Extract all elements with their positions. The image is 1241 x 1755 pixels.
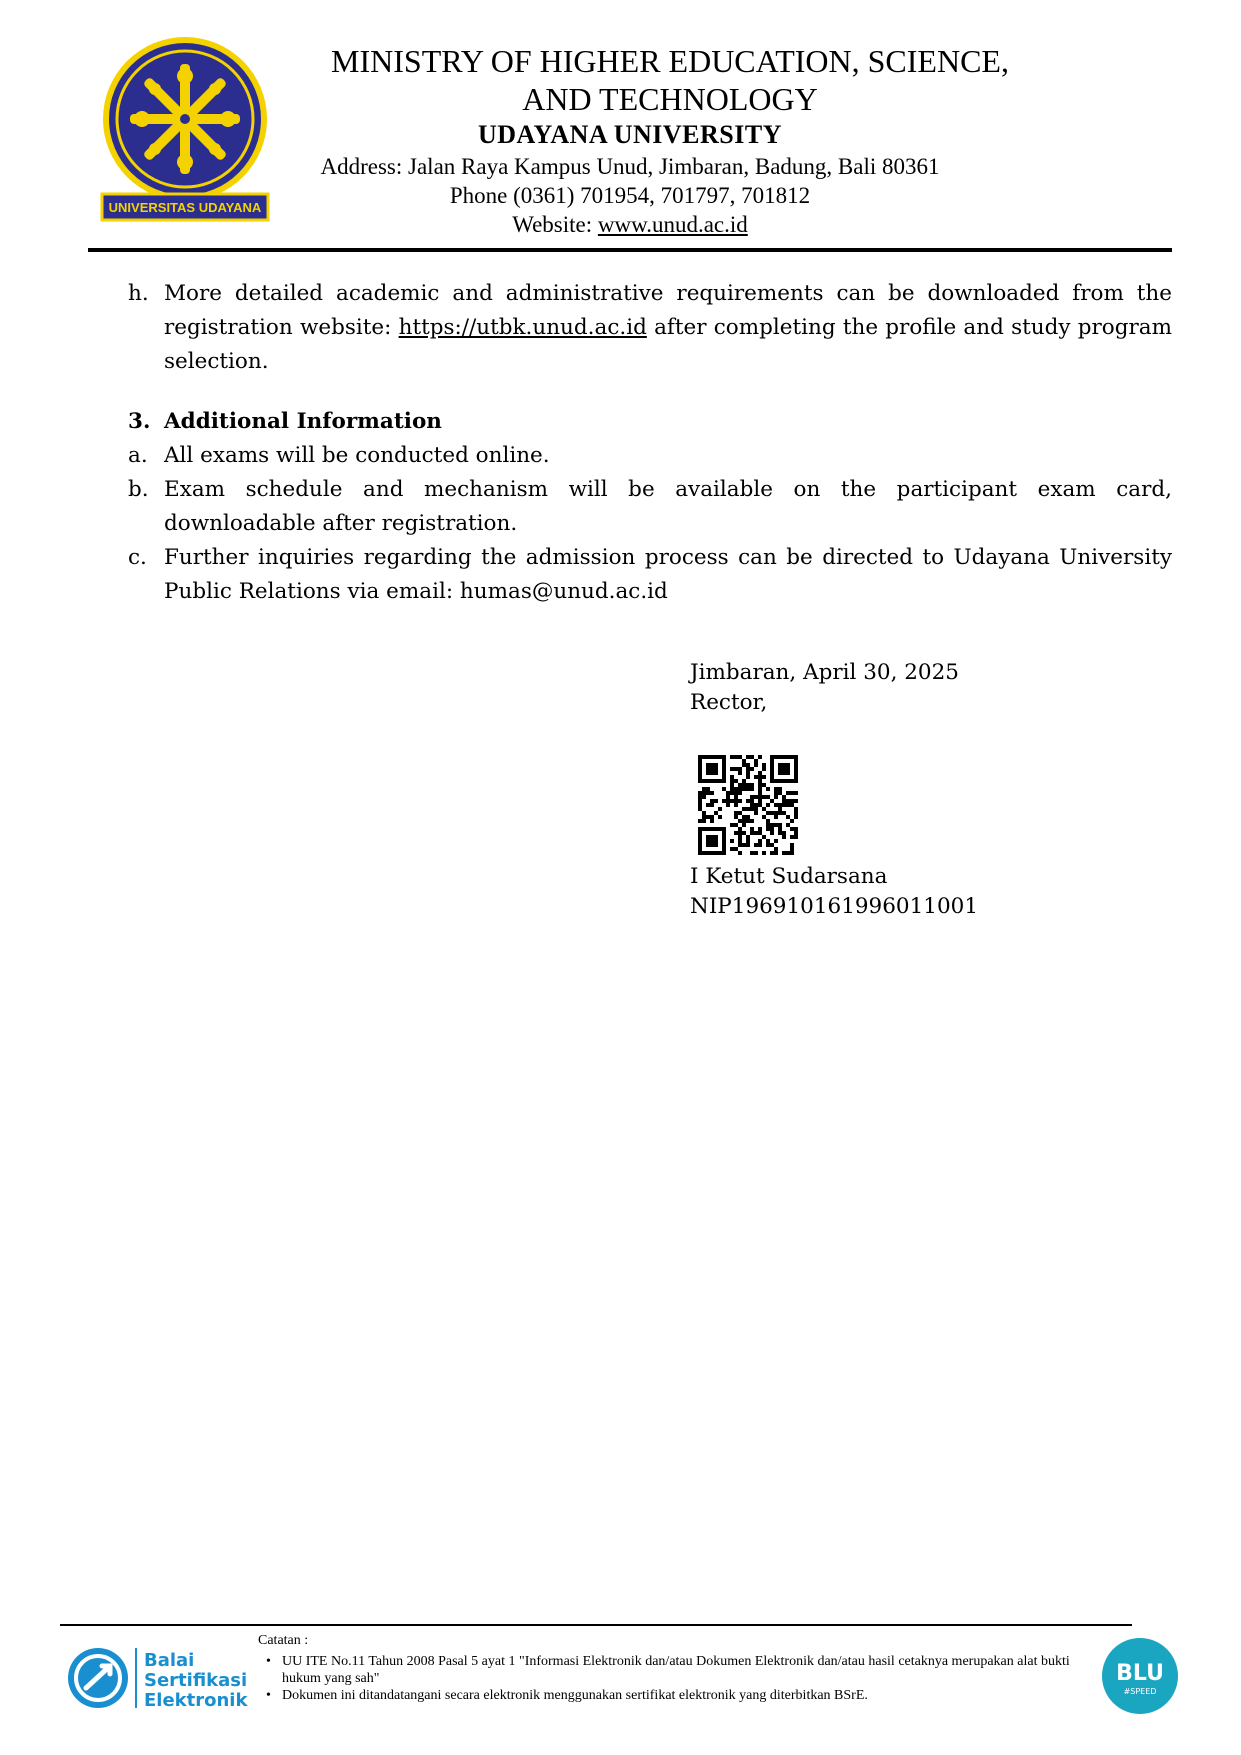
item-a-marker: a. (128, 443, 148, 468)
address-line: Address: Jalan Raya Kampus Unud, Jimbaran, Badung, Bali 80361 (320, 154, 940, 179)
footer-note-item: • Dokumen ini ditandatangani secara elektronik menggunakan sertifikat elektronik yang diterbitkan BSrE. (258, 1687, 1088, 1704)
blu-text: BLU (1116, 1661, 1164, 1686)
university-name: UDAYANA UNIVERSITY (478, 120, 782, 149)
section-3-number: 3. (128, 409, 151, 434)
bse-text-line2: Sertifikasi (144, 1670, 248, 1691)
signer-nip: NIP196910161996011001 (690, 894, 978, 919)
website-label: Website: (512, 212, 598, 237)
blu-subtext: #SPEED (1123, 1687, 1157, 1696)
logo-text: UNIVERSITAS UDAYANA (108, 200, 262, 215)
item-b-text: Exam schedule and mechanism will be available on the participant exam card, downloadable after registration. (164, 477, 1172, 536)
footer-note-title: Catatan : (258, 1633, 309, 1648)
footer-note-item: • UU ITE No.11 Tahun 2008 Pasal 5 ayat 1 "Informasi Elektronik dan/atau Dokumen Elektronik dan/atau hasil cetaknya merupakan alat bukti hukum yang sah" (258, 1653, 1088, 1687)
item-c-text: Further inquiries regarding the admission process can be directed to Udayana University Public Relations via email: humas@unud.ac.id (164, 545, 1172, 604)
item-h-text-before: More detailed academic and administrative requirements can be downloaded from the registration website: (164, 281, 1172, 340)
phone-line: Phone (0361) 701954, 701797, 701812 (449, 183, 811, 208)
bse-text-line1: Balai (144, 1650, 195, 1671)
footer-notes (258, 1653, 1088, 1704)
blu-speed-logo (1100, 1636, 1180, 1716)
item-h-text (164, 277, 1172, 379)
signer-name: I Ketut Sudarsana (690, 864, 888, 889)
item-h-text-after: after completing the profile and study program selection. (164, 315, 1172, 374)
bse-logo (66, 1638, 260, 1718)
item-c-marker: c. (128, 545, 147, 570)
signer-role: Rector, (690, 690, 768, 715)
website-line (88, 210, 1172, 239)
website-link[interactable]: www.unud.ac.id (597, 212, 748, 237)
registration-link[interactable]: https://utbk.unud.ac.id (398, 315, 647, 340)
bse-text-line3: Elektronik (144, 1690, 248, 1711)
item-h-marker: h. (128, 281, 149, 306)
item-b-marker: b. (128, 477, 149, 502)
ministry-heading: MINISTRY OF HIGHER EDUCATION, SCIENCE, AND TECHNOLOGY (331, 43, 1009, 117)
footer-divider (60, 1624, 1132, 1626)
section-3-title: Additional Information (164, 409, 442, 434)
item-a-text: All exams will be conducted online. (164, 443, 550, 468)
signature-qr-code (698, 755, 798, 855)
place-date: Jimbaran, April 30, 2025 (690, 660, 959, 685)
letterhead-divider (88, 248, 1172, 252)
